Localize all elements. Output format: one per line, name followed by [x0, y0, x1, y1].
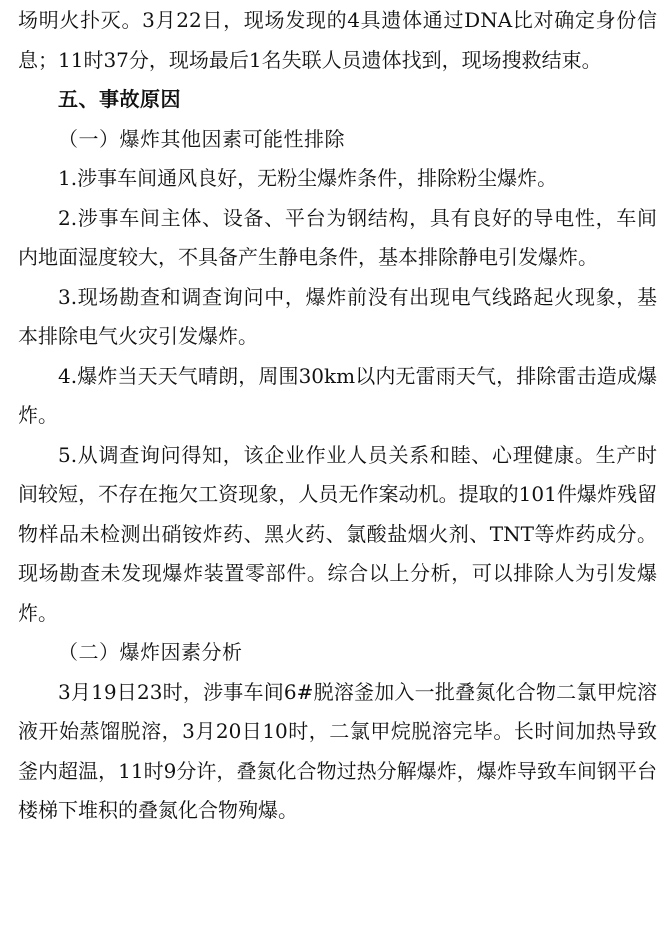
analysis-paragraph: 3月19日23时，涉事车间6#脱溶釜加入一批叠氮化合物二氯甲烷溶液开始蒸馏脱溶，3月20日10时，二氯甲烷脱溶完毕。长时间加热导致釜内超温，11时9分许，叠氮化合物过热分解爆炸，爆炸导致车间钢平台楼梯下堆积的叠氮化合物殉爆。 [18, 679, 657, 822]
item-5-paragraph: 5.从调查询问得知，该企业作业人员关系和睦、心理健康。生产时间较短，不存在拖欠工资现象，人员无作案动机。提取的101件爆炸残留物样品未检测出硝铵炸药、黑火药、氯酸盐烟火剂、TNT等炸药成分。现场勘查未发现爆炸装置零部件。综合以上分析，可以排除人为引发爆炸。 [18, 442, 657, 625]
item-3-paragraph: 3.现场勘查和调查询问中，爆炸前没有出现电气线路起火现象，基本排除电气火灾引发爆炸。 [18, 284, 657, 348]
intro-paragraph: 场明火扑灭。3月22日，现场发现的4具遗体通过DNA比对确定身份信息；11时37分，现场最后1名失联人员遗体找到，现场搜救结束。 [18, 8, 657, 72]
subsection-title-2: （二）爆炸因素分析 [58, 640, 243, 664]
item-2-paragraph: 2.涉事车间主体、设备、平台为钢结构，具有良好的导电性，车间内地面湿度较大，不具备产生静电条件，基本排除静电引发爆炸。 [18, 205, 657, 269]
item-4-paragraph: 4.爆炸当天天气晴朗，周围30km以内无雷雨天气，排除雷击造成爆炸。 [18, 363, 657, 427]
subsection-title-1: （一）爆炸其他因素可能性排除 [58, 126, 345, 151]
item-1-paragraph: 1.涉事车间通风良好，无粉尘爆炸条件，排除粉尘爆炸。 [58, 166, 558, 190]
section-title: 五、事故原因 [58, 87, 181, 111]
